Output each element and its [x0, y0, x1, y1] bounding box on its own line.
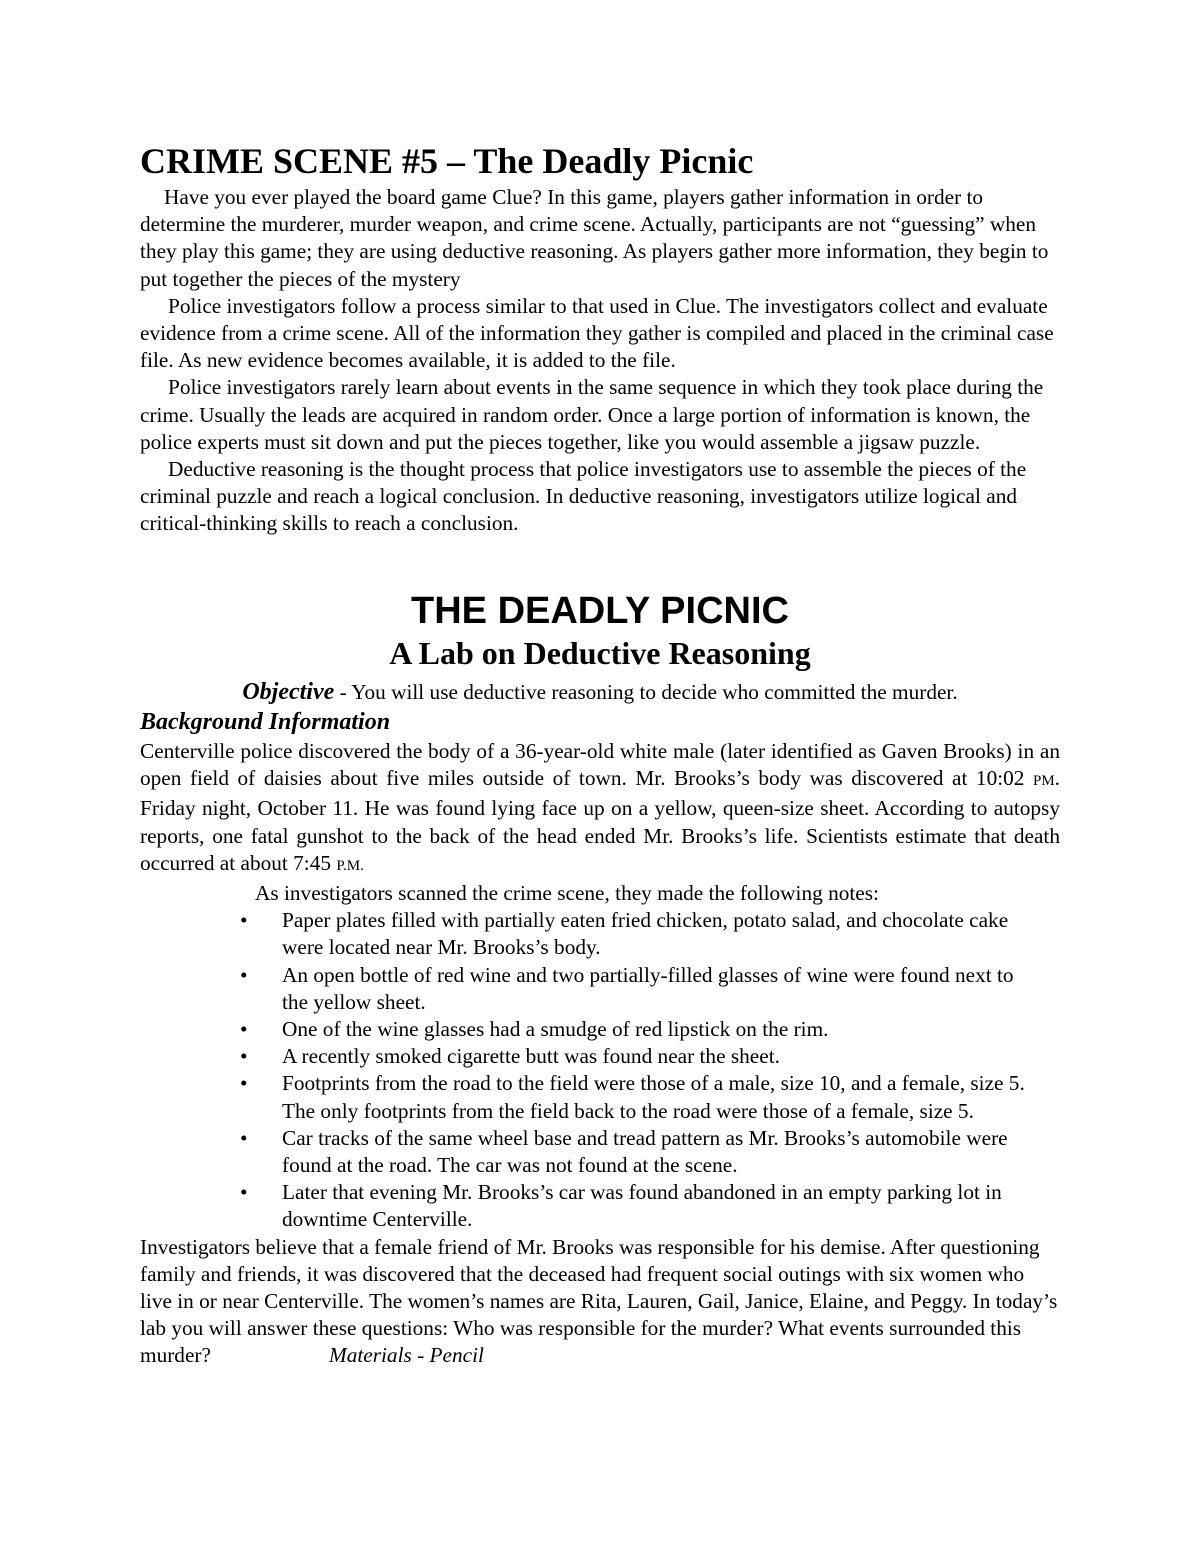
background-text-part: . Friday night, October 11. He was found lying face up on a yellow, queen-size sheet. According to autopsy reports, one fatal gunshot to the back of the head ended Mr. Brooks’s life. Scientists estimate that death occurred at about 7:45	[140, 766, 1060, 875]
note-text: Later that evening Mr. Brooks’s car was found abandoned in an empty parking lot in downtime Centerville.	[282, 1180, 1002, 1232]
intro-paragraph: Police investigators follow a process similar to that used in Clue. The investigators collect and evaluate evidence from a crime scene. All of the information they gather is compiled and placed in the criminal case file. As new evidence becomes available, it is added to the file.	[140, 293, 1054, 373]
closing-paragraph	[140, 1234, 1060, 1370]
objective-line	[140, 679, 1060, 706]
intro-section	[140, 141, 1060, 538]
lab-section	[140, 589, 1060, 1370]
list-item	[140, 1179, 1060, 1233]
time-suffix: P.M.	[336, 857, 364, 874]
time-suffix: PM	[1032, 773, 1055, 790]
objective-label: Objective	[242, 679, 335, 705]
lab-subtitle: A Lab on Deductive Reasoning	[389, 635, 811, 671]
list-item	[140, 907, 1060, 961]
objective-separator: -	[334, 680, 352, 704]
background-text	[140, 738, 1060, 880]
bullet-icon: •	[240, 1044, 248, 1069]
intro-text	[140, 184, 1060, 538]
note-text: Car tracks of the same wheel base and tread pattern as Mr. Brooks’s automobile were found at the road. The car was not found at the scene.	[282, 1125, 1008, 1178]
bullet-icon: •	[240, 1017, 248, 1042]
bullet-icon: •	[240, 1125, 248, 1150]
notes-intro: As investigators scanned the crime scene, they made the following notes:	[255, 881, 879, 906]
crime-scene-notes	[140, 907, 1060, 1233]
list-item	[140, 1043, 1060, 1070]
note-text: Paper plates filled with partially eaten fried chicken, potato salad, and chocolate cake were located near Mr. Brooks’s body.	[282, 908, 1009, 960]
bullet-icon: •	[240, 1071, 248, 1096]
intro-paragraph: Police investigators rarely learn about events in the same sequence in which they took place during the crime. Usually the leads are acquired in random order. Once a large portion of information is known, the police experts must sit down and put the pieces together, like you would assemble a jigsaw puzzle.	[140, 375, 1044, 454]
note-text: One of the wine glasses had a smudge of red lipstick on the rim.	[282, 1017, 829, 1042]
materials-label: Materials - Pencil	[328, 1343, 484, 1368]
lab-title: THE DEADLY PICNIC	[411, 590, 789, 632]
note-text: A recently smoked cigarette butt was found near the sheet.	[282, 1044, 780, 1069]
note-text: An open bottle of red wine and two partially-filled glasses of wine were found next to the yellow sheet.	[282, 962, 1014, 1014]
bullet-icon: •	[240, 908, 248, 933]
bullet-icon: •	[240, 1180, 248, 1205]
note-text: Footprints from the road to the field were those of a male, size 10, and a female, size 5. The only footprints from the field back to the road were those of a female, size 5.	[282, 1071, 1025, 1123]
intro-paragraph: Deductive reasoning is the thought process that police investigators use to assemble the pieces of the criminal puzzle and reach a logical conclusion. In deductive reasoning, investigators utilize logical and critical-thinking skills to reach a conclusion.	[140, 457, 1027, 536]
list-item	[140, 1016, 1060, 1043]
intro-paragraph: Have you ever played the board game Clue? In this game, players gather information in order to determine the murderer, murder weapon, and crime scene. Actually, participants are not “guessing” when they play this game; they are using deductive reasoning. As players gather more information, they begin to put together the pieces of the mystery	[140, 185, 1049, 291]
background-heading: Background Information	[140, 709, 391, 735]
page-title: CRIME SCENE #5 – The Deadly Picnic	[140, 141, 754, 181]
background-text-part: Centerville police discovered the body of a 36-year-old white male (later identified as Gaven Brooks) in an open field of daisies about five miles outside of town. Mr. Brooks’s body was discovered at 10:02	[140, 739, 1060, 791]
objective-text: You will use deductive reasoning to decide who committed the murder.	[351, 680, 958, 704]
list-item	[140, 1125, 1060, 1179]
bullet-icon: •	[240, 962, 248, 987]
closing-text: Investigators believe that a female friend of Mr. Brooks was responsible for his demise. After questioning family and friends, it was discovered that the deceased had frequent social outings with six women who live in or near Centerville. The women’s names are Rita, Lauren, Gail, Janice, Elaine, and Peggy. In today’s lab you will answer these questions: Who was responsible for the murder? What events surrounded this murder?	[140, 1234, 1058, 1368]
list-item	[140, 1070, 1060, 1124]
list-item	[140, 962, 1060, 1016]
